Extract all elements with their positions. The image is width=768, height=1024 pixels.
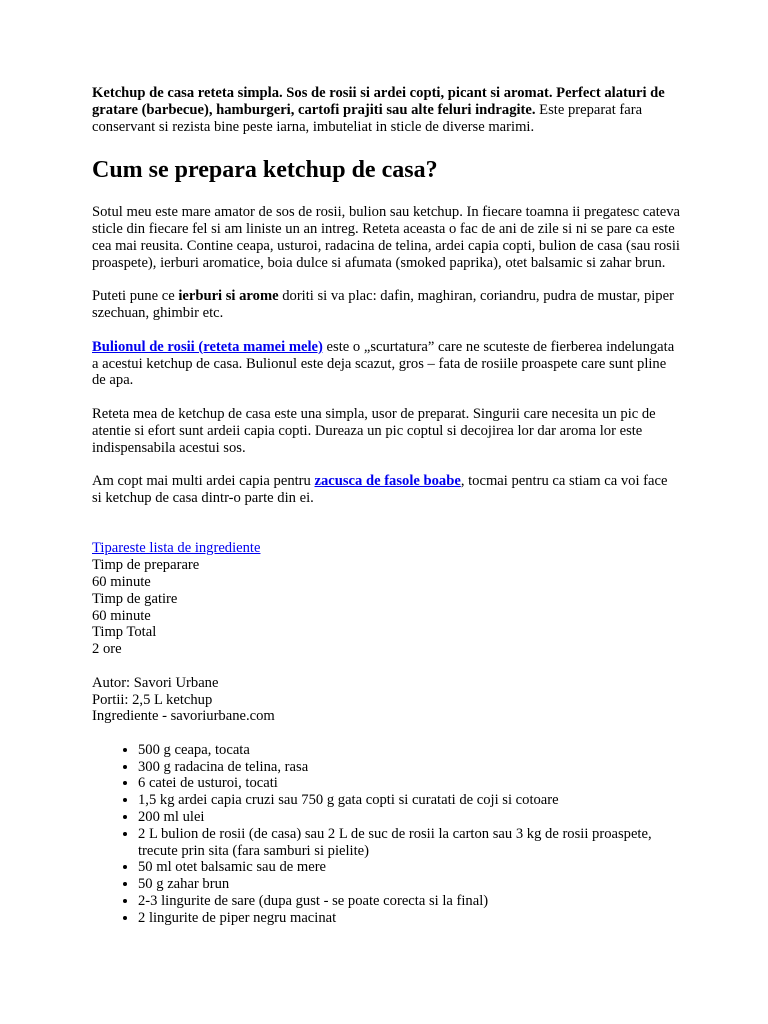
list-item: • 50 ml otet balsamic sau de mere (138, 859, 680, 876)
list-item: • 6 catei de usturoi, tocati (138, 775, 680, 792)
author: Autor: Savori Urbane (92, 674, 219, 691)
intro-bold-text: Ketchup de casa reteta simpla. Sos de rosii si ardei copti, picant si aromat. Perfect alaturi de gratare (barbecue), hamburgeri, cartofi prajiti sau alte feluri indragite. (92, 85, 665, 118)
zacusca-recipe-link[interactable]: zacusca de fasole boabe (314, 473, 461, 490)
ingredients-list (92, 742, 680, 927)
list-item: • 2-3 lingurite de sare (dupa gust - se poate corecta si la final) (138, 893, 680, 910)
total-time-value: 2 ore (92, 641, 122, 658)
spacer (92, 524, 680, 541)
prep-time-label: Timp de preparare (92, 557, 200, 574)
paragraph-1: Sotul meu este mare amator de sos de rosii, bulion sau ketchup. In fiecare toamna ii pregatesc cateva sticle din fiecare fel si am liniste un an intreg. Reteta aceasta o fac de ani de zile si ni se pare ca este cea mai reusita. Contine ceapa, usturoi, radacina de telina, ardei capia copti, bulion de casa (sau rosii proaspete), ierburi aromatice, boia dulce si afumata (smoked paprika), otet balsamic si zahar brun. (92, 204, 680, 271)
intro-paragraph (92, 85, 680, 135)
spacer (92, 658, 680, 675)
ingredients-heading: Ingrediente - savoriurbane.com (92, 708, 275, 725)
herbs-bold-text: ierburi si arome (178, 288, 279, 305)
recipe-info (92, 675, 680, 725)
list-item: • 200 ml ulei (138, 809, 680, 826)
servings: Portii: 2,5 L ketchup (92, 691, 213, 708)
paragraph-5: Am copt mai multi ardei capia pentru zacusca de fasole boabe, tocmai pentru ca stiam ca voi face si ketchup de casa dintr-o parte din ei. (92, 473, 668, 506)
paragraph-2: Puteti pune ce ierburi si arome doriti si va plac: dafin, maghiran, coriandru, pudra de mustar, piper szechuan, ghimbir etc. (92, 288, 674, 322)
list-item: • 300 g radacina de telina, rasa (138, 759, 680, 776)
total-time-label: Timp Total (92, 624, 157, 641)
bulion-recipe-link[interactable]: Bulionul de rosii (reteta mamei mele) (92, 338, 323, 355)
paragraph-3: Bulionul de rosii (reteta mamei mele) este o „scurtatura” care ne scuteste de fierberea indelungata a acestui ketchup de casa. Bulionul este deja scazut, gros – fata de rosiile proaspete care sunt pline de apa. (92, 338, 675, 389)
list-item: • 2 L bulion de rosii (de casa) sau 2 L de suc de rosii la carton sau 3 kg de rosii proaspete, trecute prin sita (fara samburi si pielite) (138, 826, 680, 860)
cook-time-label: Timp de gatire (92, 590, 178, 607)
cook-time-value: 60 minute (92, 607, 151, 624)
list-item: • 2 lingurite de piper negru macinat (138, 910, 680, 927)
paragraph-4: Reteta mea de ketchup de casa este una simpla, usor de preparat. Singurii care necesita un pic de atentie si efort sunt ardeii capia copti. Dureaza un pic coptul si decojirea lor dar aroma lor este indispensabila acestui sos. (92, 405, 656, 456)
recipe-times (92, 540, 680, 658)
list-item: • 1,5 kg ardei capia cruzi sau 750 g gata copti si curatati de coji si cotoare (138, 792, 680, 809)
print-ingredients-link[interactable]: Tipareste lista de ingrediente (92, 540, 261, 557)
section-heading: Cum se prepara ketchup de casa? (92, 157, 438, 184)
list-item: • 500 g ceapa, tocata (138, 742, 680, 759)
intro-text: Este preparat fara conservant si rezista bine peste iarna, imbuteliat in sticle de diverse marimi. (92, 101, 643, 135)
prep-time-value: 60 minute (92, 573, 151, 590)
list-item: • 50 g zahar brun (138, 876, 680, 893)
